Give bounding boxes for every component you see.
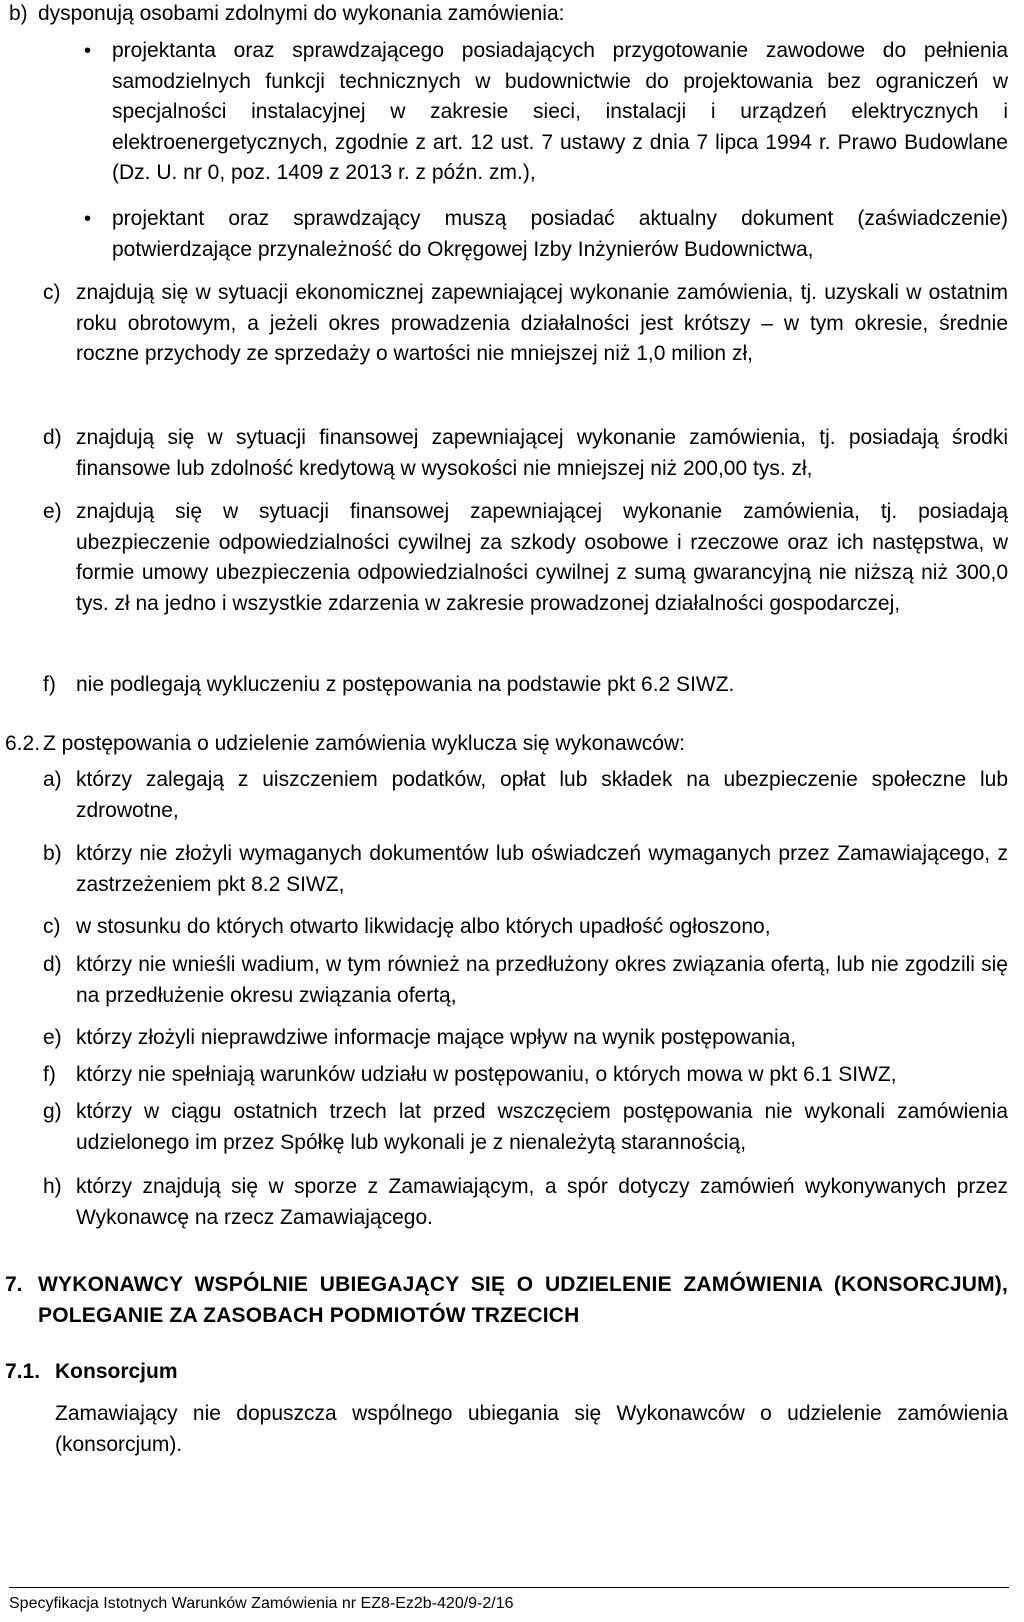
item-e-label: e) [43,500,62,523]
s62-item-d-label: d) [43,953,62,976]
item-c-label: c) [43,281,61,304]
item-e-text: znajdują się w sytuacji finansowej zapewniającej wykonanie zamówienia, tj. posiadają ubezpieczenie odpowiedzialności cywilnej za szkody osobowe i rzeczowe oraz ich następstwa, w formie umowy ubezpieczenia odpowiedzialności cywilnej z sumą gwarancyjną nie niższą niż 300,0 tys. zł na jedno i wszystkie zdarzenia w zakresie prowadzonej działalności gospodarczej, [76,500,1008,615]
s62-item-h-text: którzy znajdują się w sporze z Zamawiającym, a spór dotyczy zamówień wykonywanych przez Wykonawcę na rzecz Zamawiającego. [76,1175,1008,1229]
section-6-2-number: 6.2. [5,732,41,755]
item-b-label: b) [9,2,28,25]
s62-item-f-text: którzy nie spełniają warunków udziału w postępowaniu, o których mowa w pkt 6.1 SIWZ, [76,1063,897,1086]
item-c-text: znajdują się w sytuacji ekonomicznej zapewniającej wykonanie zamówienia, tj. uzyskali w ostatnim roku obrotowym, a jeżeli okres prowadzenia działalności jest krótszy – w tym okresie, średnie roczne przychody ze sprzedaży o wartości nie mniejszej niż 1,0 milion zł, [76,281,1008,365]
s62-item-b-label: b) [43,842,62,865]
item-f-text: nie podlegają wykluczeniu z postępowania na podstawie pkt 6.2 SIWZ. [76,673,735,696]
s62-item-g-label: g) [43,1100,62,1123]
s62-item-b-text: którzy nie złożyli wymaganych dokumentów lub oświadczeń wymaganych przez Zamawiającego, z zastrzeżeniem pkt 8.2 SIWZ, [76,842,1008,896]
section-7-1-heading: Konsorcjum [55,1360,178,1383]
s62-item-a-label: a) [43,768,62,791]
bullet-dot: • [84,40,92,62]
s62-item-a-text: którzy zalegają z uiszczeniem podatków, opłat lub składek na ubezpieczenie społeczne lub zdrowotne, [76,768,1008,822]
item-b-bullet-1: projektanta oraz sprawdzającego posiadających przygotowanie zawodowe do pełnienia samodzielnych funkcji technicznych w budownictwie do projektowania bez ograniczeń w specjalności instalacyjnej w zakresie sieci, instalacji i urządzeń elektrycznych i elektroenergetycznych, zgodnie z art. 12 ust. 7 ustawy z dnia 7 lipca 1994 r. Prawo Budowlane (Dz. U. nr 0, poz. 1409 z 2013 r. z późn. zm.), [112,39,1008,184]
item-f-label: f) [43,673,56,696]
s62-item-d-text: którzy nie wnieśli wadium, w tym również na przedłużony okres związania ofertą, lub nie zgodzili się na przedłużenie okresu związania ofertą, [76,953,1008,1007]
s62-item-c-label: c) [43,915,61,938]
item-b-bullet-2: projektant oraz sprawdzający muszą posiadać aktualny dokument (zaświadczenie) potwierdzające przynależność do Okręgowej Izby Inżynierów Budownictwa, [112,207,1008,261]
footer-text: Specyfikacja Istotnych Warunków Zamówienia nr EZ8-Ez2b-420/9-2/16 [9,1595,514,1612]
item-b-text: dysponują osobami zdolnymi do wykonania zamówienia: [38,2,565,25]
s62-item-h-label: h) [43,1175,62,1198]
s62-item-e-text: którzy złożyli nieprawdziwe informacje mające wpływ na wynik postępowania, [76,1026,797,1049]
s62-item-c-text: w stosunku do których otwarto likwidację albo których upadłość ogłoszono, [76,915,771,938]
s62-item-g-text: którzy w ciągu ostatnich trzech lat przed wszczęciem postępowania nie wykonali zamówienia udzielonego im przez Spółkę lub wykonali je z nienależytą starannością, [76,1100,1008,1154]
section-7-number: 7. [5,1273,23,1296]
item-d-text: znajdują się w sytuacji finansowej zapewniającej wykonanie zamówienia, tj. posiadają środki finansowe lub zdolność kredytową w wysokości nie mniejszej niż 200,00 tys. zł, [76,426,1008,480]
section-7-heading: WYKONAWCY WSPÓLNIE UBIEGAJĄCY SIĘ O UDZIELENIE ZAMÓWIENIA (KONSORCJUM), POLEGANIE ZA ZASOBACH PODMIOTÓW TRZECICH [38,1273,1008,1327]
section-7-1-number: 7.1. [5,1360,41,1383]
bullet-dot: • [84,208,92,230]
section-6-2-text: Z postępowania o udzielenie zamówienia wyklucza się wykonawców: [43,732,685,755]
s62-item-f-label: f) [43,1063,56,1086]
section-7-1-text: Zamawiający nie dopuszcza wspólnego ubiegania się Wykonawców o udzielenie zamówienia (konsorcjum). [55,1402,1008,1456]
item-d-label: d) [43,426,62,449]
footer-divider [9,1587,1009,1588]
s62-item-e-label: e) [43,1026,62,1049]
